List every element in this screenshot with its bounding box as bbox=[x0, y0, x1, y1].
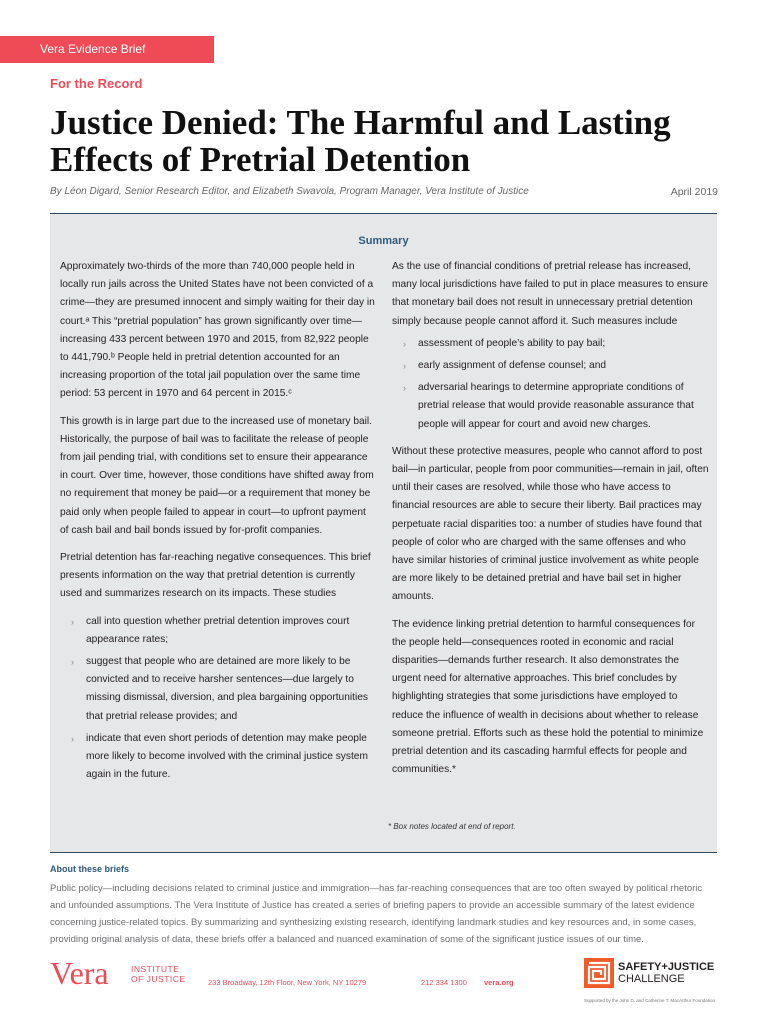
footer-address: 233 Broadway, 12th Floor, New York, NY 10279 bbox=[208, 978, 367, 987]
bullet-chevron-icon: › bbox=[71, 657, 74, 668]
summary-heading: Summary bbox=[358, 235, 409, 247]
footer-website-link[interactable]: vera.org bbox=[484, 978, 514, 987]
summary-right-column bbox=[392, 258, 710, 788]
list-item: › assessment of people’s ability to pay bail; bbox=[392, 335, 710, 353]
summary-paragraph: Without these protective measures, people who cannot afford to post bail—in particular, people from poor communities—remain in jail, often until their cases are resolved, while those who have access to financial resources are able to secure their liberty. Bail practices may perpetuate racial disparities too: a number of studies have found that people of color who are charged with the same offenses and who have similar histories of criminal justice involvement as white people are more likely to be detained pretrial and have bail set in higher amounts. bbox=[392, 445, 709, 603]
about-text: Public policy—including decisions related to criminal justice and immigration—has far-reaching consequences that are too often swayed by political rhetoric and unfounded assumptions. The Vera Institute of Justice has created a series of briefing papers to provide an accessible summary of the latest evidence concerning justice-related topics. By summarizing and synthesizing existing research, identifying landmark studies and key resources and, in some cases, providing original analysis of data, these briefs offer a balanced and nuanced examination of some of the significant justice issues of our time. bbox=[50, 883, 703, 945]
list-item: › early assignment of defense counsel; and bbox=[392, 357, 710, 375]
summary-box bbox=[50, 213, 717, 853]
section-label: For the Record bbox=[50, 76, 143, 91]
summary-paragraph: Pretrial detention has far-reaching negative consequences. This brief presents information on the way that pretrial detention is currently used and summarizes research on its impacts. These studies bbox=[60, 552, 371, 600]
summary-paragraph: As the use of financial conditions of pretrial release has increased, many local jurisdictions have failed to put in place measures to ensure that monetary bail does not result in unnecessary pretrial detention simply because people cannot afford it. Such measures include bbox=[392, 261, 708, 327]
list-item: › indicate that even short periods of detention may make people more likely to become involved with the criminal justice system again in the future. bbox=[60, 730, 375, 785]
partner-logo-text: SAFETY+JUSTICE CHALLENGE bbox=[618, 961, 715, 985]
bullet-chevron-icon: › bbox=[71, 616, 74, 627]
title-line-1: Justice Denied: The Harmful and Lasting bbox=[50, 103, 671, 142]
bullet-chevron-icon: › bbox=[403, 383, 406, 394]
title-line-2: Effects of Pretrial Detention bbox=[50, 140, 471, 179]
publication-date: April 2019 bbox=[670, 186, 718, 198]
page-title bbox=[50, 104, 730, 178]
vera-logo-subtitle: INSTITUTE OF JUSTICE bbox=[131, 964, 186, 984]
summary-paragraph: The evidence linking pretrial detention to harmful consequences for the people held—consequences rooted in economic and racial disparities—demands further research. It also demonstrates the urgent need for alternative approaches. This brief concludes by highlighting strategies that some jurisdictions have employed to reduce the influence of wealth in decisions about whether to release someone pretrial. Efforts such as these hold the potential to minimize pretrial detention and its cascading harmful effects for people and communities.* bbox=[392, 618, 704, 776]
box-footnote: * Box notes located at end of report. bbox=[388, 822, 516, 831]
bullet-chevron-icon: › bbox=[403, 361, 406, 372]
list-item: › suggest that people who are detained are more likely to be convicted and to receive harsher sentences—due largely to missing dismissal, diversion, and plea bargaining opportunities that pretrial release provides; and bbox=[60, 653, 375, 726]
measures-list bbox=[392, 335, 710, 434]
list-item: › call into question whether pretrial detention improves court appearance rates; bbox=[60, 613, 375, 649]
footer-phone: 212 334 1300 bbox=[421, 978, 467, 987]
studies-list bbox=[60, 613, 375, 785]
summary-paragraph: This growth is in large part due to the increased use of monetary bail. Historically, the purpose of bail was to facilitate the release of people from jail pending trial, with conditions set to ensure their appearance in court. Over time, however, those conditions have shifted away from no requirement that money be paid—or a requirement that money be paid only when people failed to appear in court—to upfront payment of cash bail and bail bonds issued by for-profit companies. bbox=[60, 415, 374, 536]
vera-logo: Vera bbox=[50, 955, 109, 991]
about-heading: About these briefs bbox=[50, 864, 130, 874]
maze-square-icon bbox=[584, 958, 614, 988]
list-item: › adversarial hearings to determine appropriate conditions of pretrial release that would provide reasonable assurance that people will appear for court and avoid new charges. bbox=[392, 379, 710, 434]
page-footer bbox=[50, 955, 718, 1005]
brief-type-tag: Vera Evidence Brief bbox=[0, 36, 214, 63]
partner-support-text: Supported by the John D. and Catherine T. MacArthur Foundation bbox=[584, 998, 715, 1003]
summary-left-column bbox=[60, 258, 375, 793]
byline: By Léon Digard, Senior Research Editor, and Elizabeth Swavola, Program Manager, Vera Institute of Justice bbox=[50, 186, 529, 197]
bullet-chevron-icon: › bbox=[403, 338, 406, 349]
summary-paragraph: Approximately two-thirds of the more than 740,000 people held in locally run jails across the United States have not been convicted of a crime—they are presumed innocent and simply waiting for their day in court.ᵃ This “pretrial population” has grown significantly over time—increasing 433 percent between 1970 and 2015, from 82,922 people to 441,790.ᵇ People held in pretrial detention accounted for an increasing proportion of the total jail population over the same time period: 53 percent in 1970 and 64 percent in 2015.ᶜ bbox=[60, 261, 375, 400]
bullet-chevron-icon: › bbox=[71, 733, 74, 744]
